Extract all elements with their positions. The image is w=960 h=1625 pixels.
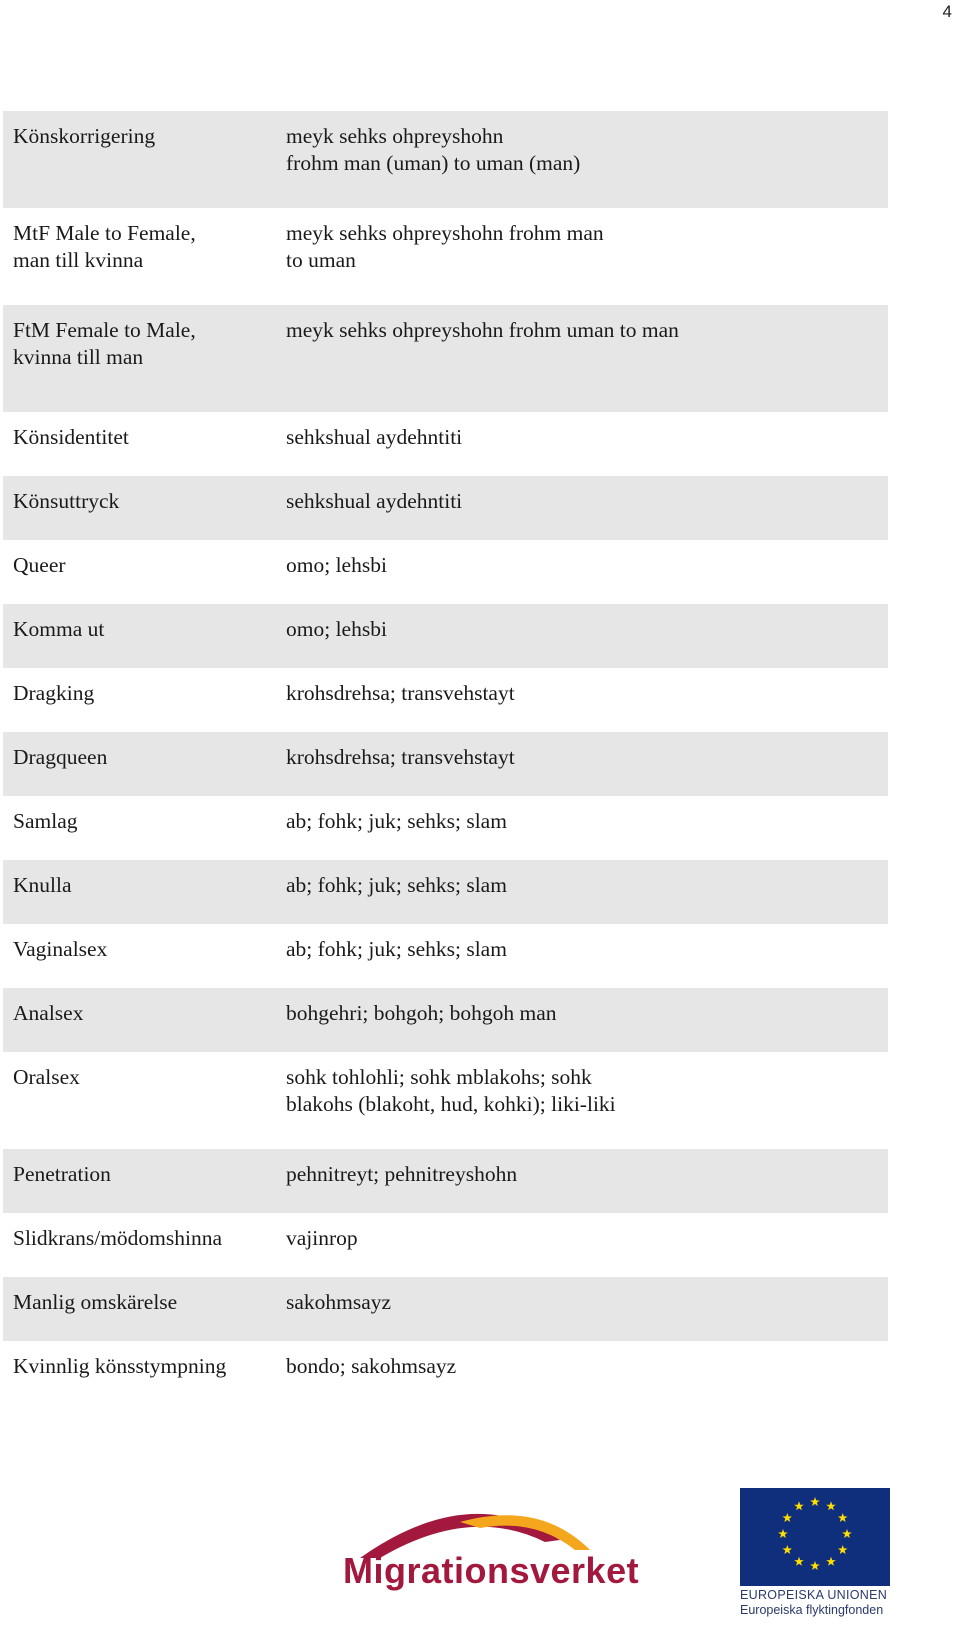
term-translation: ab; fohk; juk; sehks; slam <box>286 937 507 961</box>
migrationsverket-wordmark: Migrationsverket <box>343 1550 640 1591</box>
glossary-row <box>3 860 888 924</box>
migrationsverket-logo <box>340 1500 640 1610</box>
eu-logo <box>740 1488 890 1618</box>
term-swedish: Könsidentitet <box>13 425 129 449</box>
term-translation: bondo; sakohmsayz <box>286 1354 457 1378</box>
term-swedish: Samlag <box>13 809 78 833</box>
page-number: 4 <box>942 2 952 21</box>
term-translation: krohsdrehsa; transvehstayt <box>286 681 515 705</box>
glossary-row <box>3 412 888 476</box>
term-swedish: Analsex <box>13 1001 84 1025</box>
glossary-row <box>3 208 888 305</box>
term-translation: omo; lehsbi <box>286 553 387 577</box>
term-translation: pehnitreyt; pehnitreyshohn <box>286 1162 518 1186</box>
term-translation: ab; fohk; juk; sehks; slam <box>286 809 507 833</box>
term-translation: meyk sehks ohpreyshohn frohm man (uman) to uman (man) <box>286 124 581 175</box>
term-swedish: Manlig omskärelse <box>13 1290 178 1314</box>
term-translation: krohsdrehsa; transvehstayt <box>286 745 515 769</box>
term-swedish: Vaginalsex <box>13 937 108 961</box>
term-swedish: Oralsex <box>13 1065 80 1089</box>
glossary-table <box>3 111 888 1405</box>
eu-fund-name: Europeiska flyktingfonden <box>740 1603 884 1617</box>
eu-name: EUROPEISKA UNIONEN <box>740 1588 888 1602</box>
term-swedish: Dragking <box>13 681 95 705</box>
glossary-row <box>3 476 888 540</box>
glossary-row <box>3 1277 888 1341</box>
term-translation: sehkshual aydehntiti <box>286 425 463 449</box>
term-translation: ab; fohk; juk; sehks; slam <box>286 873 507 897</box>
term-swedish: Kvinnlig könsstympning <box>13 1354 227 1378</box>
term-swedish: Knulla <box>13 873 72 897</box>
glossary-row <box>3 111 888 208</box>
term-swedish: Queer <box>13 553 66 577</box>
glossary-row <box>3 668 888 732</box>
term-swedish: Könskorrigering <box>13 124 156 148</box>
term-translation: sehkshual aydehntiti <box>286 489 463 513</box>
glossary-row <box>3 796 888 860</box>
glossary-row <box>3 988 888 1052</box>
glossary-row <box>3 1213 888 1277</box>
term-translation: omo; lehsbi <box>286 617 387 641</box>
term-swedish: Könsuttryck <box>13 489 120 513</box>
term-swedish: FtM Female to Male, kvinna till man <box>13 318 196 369</box>
glossary-row <box>3 1052 888 1149</box>
term-swedish: Penetration <box>13 1162 111 1186</box>
term-translation: sohk tohlohli; sohk mblakohs; sohk blakohs (blakoht, hud, kohki); liki-liki <box>286 1065 616 1116</box>
glossary-row <box>3 924 888 988</box>
term-swedish: Slidkrans/mödomshinna <box>13 1226 223 1250</box>
term-swedish: MtF Male to Female, man till kvinna <box>13 221 196 272</box>
term-translation: meyk sehks ohpreyshohn frohm uman to man <box>286 318 679 342</box>
term-translation: sakohmsayz <box>286 1290 392 1314</box>
glossary-row <box>3 540 888 604</box>
glossary-row <box>3 305 888 412</box>
term-translation: meyk sehks ohpreyshohn frohm man to uman <box>286 221 604 272</box>
term-swedish: Komma ut <box>13 617 105 641</box>
glossary-row <box>3 1149 888 1213</box>
glossary-row <box>3 732 888 796</box>
glossary-row <box>3 1341 888 1405</box>
eu-flag-icon <box>740 1488 890 1586</box>
term-translation: vajinrop <box>286 1226 358 1250</box>
term-swedish: Dragqueen <box>13 745 108 769</box>
glossary-row <box>3 604 888 668</box>
term-translation: bohgehri; bohgoh; bohgoh man <box>286 1001 557 1025</box>
